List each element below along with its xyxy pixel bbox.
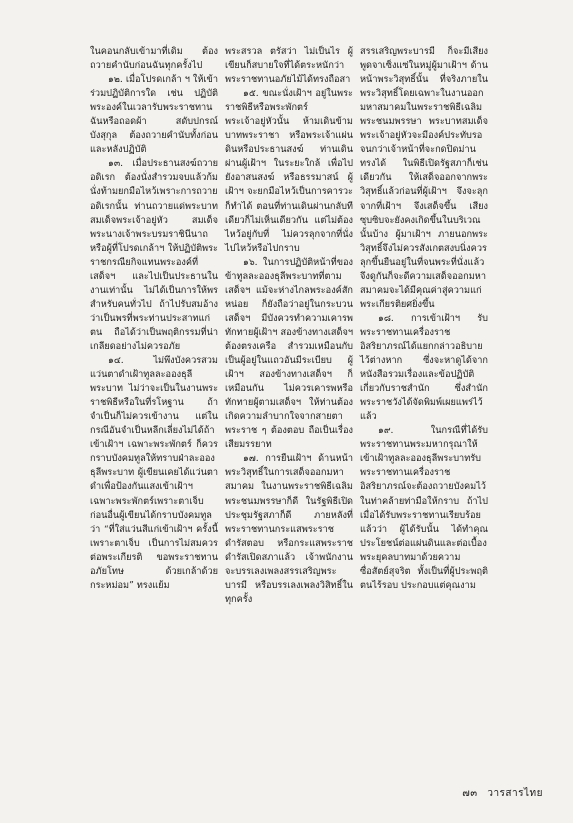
paragraph: ๑๓. เมื่อประธานสงฆ์ถวายอดิเรก ต้องนั่งสำรวมจบแล้วก้มนั่งท้ามยกมือไหว้เพราะการถวายอดิเรกนั้น ท่านถวายแด่พระบาทสมเด็จพระเจ้าอยู่หัว สมเด็จพระนางเจ้าพระบรมราชินีนาถ หรือผู้ที่โปรดเกล้าฯ ให้ปฏิบัติพระราชกรณียกิจแทนพระองค์ที่เสด็จฯ และไปเป็นประธานในงานเท่านั้น ไม่ได้เป็นการให้พรสำหรับคนทั่วไป ถ้าไปรับสมอ้างว่าเป็นพรที่พระท่านประสาทแก่ตน ถือได้ว่าเป็นพฤติกรรมที่น่าเกลียดอย่างไม่ควรอภัย [90, 158, 218, 352]
publication-name: วารสารไทย [487, 788, 543, 799]
paragraph: ๑๕. ขณะนั่งเฝ้าฯ อยู่ในพระราชพิธีหรือพระพักตร์พระเจ้าอยู่หัวนั้น ห้ามเดินข้ามบาทพระราชา หรือพระเจ้าแผ่นดินหรือประธานสงฆ์ ท่านเดินผ่านผู้เฝ้าฯ ในระยะใกล้ เพื่อไปยังอาสนสงฆ์ หรือธรรมาสน์ ผู้เฝ้าฯ จะยกมือไหว้เป็นการคารวะก็ทำได้ ตอนที่ท่านเดินผ่านกลับทีเดียวก็ไม่เห็นเดียวกัน แต่ไม่ต้องไหว้อยู่กับที่ ไม่ควรลุกจากที่นั่งไปไหว้หรือไปกราบ [225, 88, 353, 254]
text-column-1 [90, 45, 218, 593]
paragraph: สรรเสริญพระบารมี ก็จะมีเสียงพูดจาเซ็งแซ่ในหมู่ผู้มาเฝ้าฯ ด้านหน้าพระวิสุทธิ์นั้น ที่จริงภายในพระวิสุทธิ์โดยเฉพาะในงานออกมหาสมาคมในพระราชพิธีเฉลิมพระชนมพรรษา พระบาทสมเด็จพระเจ้าอยู่หัวจะมีองค์ประทับรอจนกว่าเจ้าหน้าที่จะกดปิดม่านทรงได้ ในพิธีเปิดรัฐสภาก็เช่นเดียวกัน ให้เสด็จออกจากพระวิสุทธิ์แล้วก่อนที่ผู้เฝ้าฯ จึงจะลุกจากที่เฝ้าฯ จึงเสด็จขึ้น เสียงซุบซิบจะยังคงเกิดขึ้นในบริเวณนั้นบ้าง ผู้มาเฝ้าฯ ภายนอกพระวิสุทธิ์จึงไม่ควรสังเกตสงบนิ่งควรลุกขึ้นยืนอยู่ในที่จนพระที่นั่งแล้วจึงดูกันก็จะดีความเสด็จออกมหาสมาคมจะได้มีคุณค่าสู่ความแก่พระเกียรติยศยิ่งขึ้น [360, 46, 488, 310]
paragraph: ๑๙. ในกรณีที่ได้รับพระราชทานพระมหากรุณาให้เข้าเฝ้าทูลละอองธุลีพระบาทรับพระราชทานเครื่องราชอิสริยาภรณ์จะต้องถวายบังคมไว้ในท่าคล้ายท่ามือให้กราบ ถ้าไปเมื่อได้รับพระราชทานเรียบร้อยแล้วว่า ผู้ได้รับนั้น ได้ทำคุณประโยชน์ต่อแผ่นดินและต่อเบื้องพระยุคลบาทมาด้วยความซื่อสัตย์สุจริต ทั้งเป็นที่ผู้ประพฤติตนไร้รอบ ประกอบแต่คุณงาม [360, 425, 488, 591]
paragraph: ในคอนกลับเข้ามาที่เดิม ต้องถวายคำนับก่อนฉันทุกครั้งไป [90, 46, 218, 72]
text-column-2 [225, 45, 353, 607]
paragraph: ๑๗. การยืนเฝ้าฯ ด้านหน้าพระวิสุทธิ์ในการเสด็จออกมหาสมาคม ในงานพระราชพิธีเฉลิมพระชนมพรรษาก็ดี ในรัฐพิธีเปิดประชุมรัฐสภาก็ดี ภายหลังที่พระราชทานกระแสพระราชดำรัสตอบ หรือกระแสพระราชดำรัสเปิดสภาแล้ว เจ้าพนักงานจะบรรเลงเพลงสรรเสริญพระบารมี หรือบรรเลงเพลงวิสิทธิ์ในทุกครั้ง [225, 453, 353, 605]
page-number: ๗๓ [462, 788, 478, 799]
page-footer [462, 786, 543, 801]
paragraph: ๑๒. เมื่อโปรดเกล้า ฯ ให้เข้าร่วมปฏิบัติการใด เช่น ปฏิบัติพระองค์ในเวลารับพระราชทานฉันหรือถอดผ้า สดับปกรณ์ บังสุกุล ต้องถวายคำนับทั้งก่อนและหลังปฏิบัติ [90, 74, 218, 156]
paragraph: ๑๖. ในการปฏิบัติหน้าที่ของข้าทูลละอองธุลีพระบาทที่ตามเสด็จฯ แม้จะห่างไกลพระองค์สักหน่อย ก็ยังถือว่าอยู่ในกระบวนเสด็จฯ มีบังควรทำความเคารพทักทายผู้เฝ้าฯ สองข้างทางเสด็จฯ ต้องตรงเครือ สำรวมเหมือนกับเป็นผู้อยู่ในแถวอันมีระเบียบ ผู้เฝ้าฯ สองข้างทางเสด็จฯ ก็เหมือนกัน ไม่ควรเคารพหรือทักทายผู้ตามเสด็จฯ ให้ท่านต้องเกิดความลำบากใจจากสายตาพระราช ๆ ต้องตอบ ถือเป็นเรื่องเสียมรรยาท [225, 256, 353, 451]
paragraph: ๑๘. การเข้าเฝ้าฯ รับพระราชทานเครื่องราชอิสริยาภรณ์ได้แยกกล่าวอธิบายไว้ต่างหาก ซึ่งจะหาดูได้จากหนังสือรวมเรื่องและข้อปฏิบัติเกี่ยวกับราชสำนัก ซึ่งสำนักพระราชวังได้จัดพิมพ์เผยแพร่ไว้แล้ว [360, 312, 488, 423]
text-column-3 [360, 45, 488, 593]
paragraph: พระสรวล ตรัสว่า ไม่เป็นไร ผู้เขียนก็สบายใจที่ได้ตระหนักว่าพระราชทานอภัยไม้ได้ทรงถือสา [225, 46, 353, 86]
paragraph: ๑๔. ไม่พึงบังควรสวมแว่นตาดำเฝ้าทูลละอองธุลีพระบาท ไม่ว่าจะเป็นในงานพระราชพิธีหรือในที่รโหฐาน ถ้าจำเป็นก็ไม่ควรเข้างาน แต่ในกรณีอันจำเป็นหลีกเลี่ยงไม่ได้ถ้าเข้าเฝ้าฯ เฉพาะพระพักตร์ ก็ควรกราบบังคมทูลให้ทราบฝ่าละอองธุลีพระบาท ผู้เขียนเคยได้แว่นตาดำเพื่อป้องกันแสงเข้าเฝ้าฯ เฉพาะพระพักตร์เพราะตาเจ็บ ก่อนอื่นผู้เขียนได้กราบบังคมทูลว่า “ที่ใส่แว่นสีแก่เข้าเฝ้าฯ ครั้งนี้เพราะตาเจ็บ เป็นการไม่สมควรต่อพระเกียรติ ขอพระราชทานอภัยโทษ ด้วยเกล้าด้วยกระหม่อม” ทรงแย้ม [90, 355, 218, 591]
